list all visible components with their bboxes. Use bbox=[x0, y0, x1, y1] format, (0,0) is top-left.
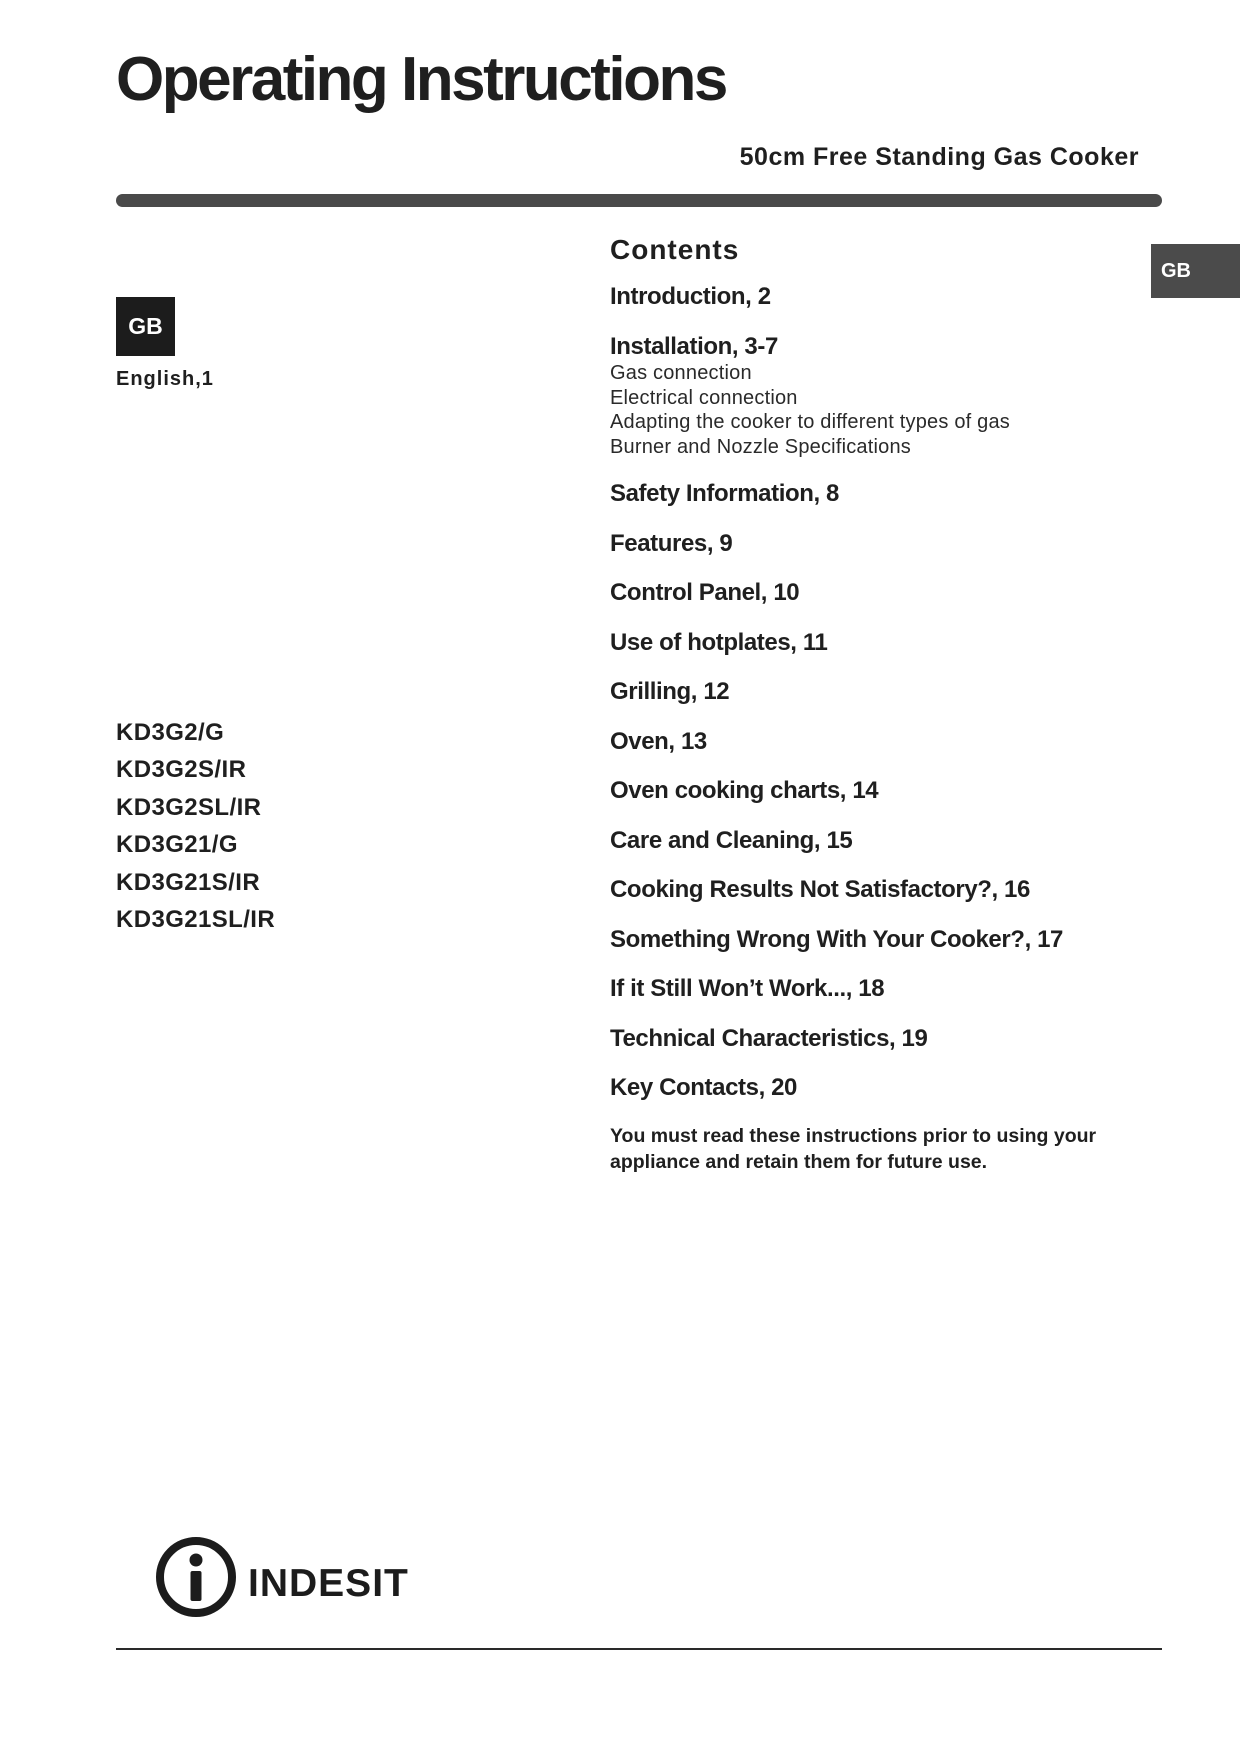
language-label: English,1 bbox=[116, 368, 214, 390]
toc-entry-title: Grilling, 12 bbox=[610, 678, 730, 705]
language-side-tab: GB bbox=[1151, 244, 1240, 298]
toc-entry bbox=[610, 776, 1150, 806]
toc-entry-title: Cooking Results Not Satisfactory?, 16 bbox=[610, 876, 1030, 903]
toc-entry bbox=[610, 332, 1150, 460]
top-divider bbox=[116, 194, 1162, 207]
toc-entry-title: Care and Cleaning, 15 bbox=[610, 826, 853, 854]
toc-entry-title: Use of hotplates, 11 bbox=[610, 628, 828, 656]
bottom-divider bbox=[116, 1648, 1162, 1650]
toc-entry-title: If it Still Won’t Work..., 18 bbox=[610, 975, 885, 1002]
toc-entry bbox=[610, 529, 1150, 559]
toc-entry bbox=[610, 1024, 1150, 1054]
toc-subentry: Electrical connection bbox=[610, 386, 798, 409]
model-number: KD3G2/G bbox=[116, 719, 225, 746]
toc-entry bbox=[610, 925, 1150, 955]
brand-name: indesit bbox=[248, 1545, 409, 1608]
toc-entry-title: Features, 9 bbox=[610, 529, 733, 557]
model-number: KD3G2SL/IR bbox=[116, 793, 262, 821]
toc-list bbox=[610, 282, 1150, 1103]
toc-subentry: Gas connection bbox=[610, 362, 752, 384]
page-title: Operating Instructions bbox=[116, 45, 726, 114]
toc-entry-title: Control Panel, 10 bbox=[610, 579, 800, 606]
toc-entry-title: Technical Characteristics, 19 bbox=[610, 1024, 928, 1052]
contents-heading: Contents bbox=[610, 234, 740, 265]
toc-subentry: Adapting the cooker to different types of gas bbox=[610, 411, 1010, 433]
toc-entry bbox=[610, 875, 1150, 905]
model-number: KD3G21/G bbox=[116, 831, 238, 859]
toc-entry-title: Something Wrong With Your Cooker?, 17 bbox=[610, 925, 1064, 953]
read-instructions-notice: You must read these instructions prior to using your appliance and retain them for future use. bbox=[610, 1124, 1097, 1173]
model-list bbox=[116, 714, 275, 938]
toc-entry bbox=[610, 826, 1150, 856]
toc-entry bbox=[610, 1073, 1150, 1103]
page-subtitle: 50cm Free Standing Gas Cooker bbox=[739, 143, 1139, 171]
toc-entry-title: Installation, 3-7 bbox=[610, 332, 778, 360]
toc-entry-title: Safety Information, 8 bbox=[610, 480, 839, 507]
toc-entry-title: Oven, 13 bbox=[610, 727, 707, 755]
brand-logo bbox=[154, 1535, 409, 1619]
language-badge: GB bbox=[116, 297, 175, 356]
model-number: KD3G2S/IR bbox=[116, 756, 247, 784]
toc-entry-title: Key Contacts, 20 bbox=[610, 1074, 798, 1101]
toc-entry-title: Oven cooking charts, 14 bbox=[610, 777, 879, 804]
toc-subentry: Burner and Nozzle Specifications bbox=[610, 435, 911, 458]
toc-entry bbox=[610, 727, 1150, 757]
toc-entry-title: Introduction, 2 bbox=[610, 283, 771, 310]
model-number: KD3G21SL/IR bbox=[116, 906, 276, 934]
toc-entry bbox=[610, 479, 1150, 509]
indesit-i-logo-icon bbox=[154, 1535, 238, 1619]
toc-entry bbox=[610, 628, 1150, 658]
toc-entry bbox=[610, 974, 1150, 1004]
model-number: KD3G21S/IR bbox=[116, 868, 261, 896]
toc-subentries bbox=[610, 361, 1150, 459]
toc-entry bbox=[610, 282, 1150, 312]
toc-entry bbox=[610, 578, 1150, 608]
toc-entry bbox=[610, 677, 1150, 707]
table-of-contents bbox=[610, 232, 1150, 1175]
